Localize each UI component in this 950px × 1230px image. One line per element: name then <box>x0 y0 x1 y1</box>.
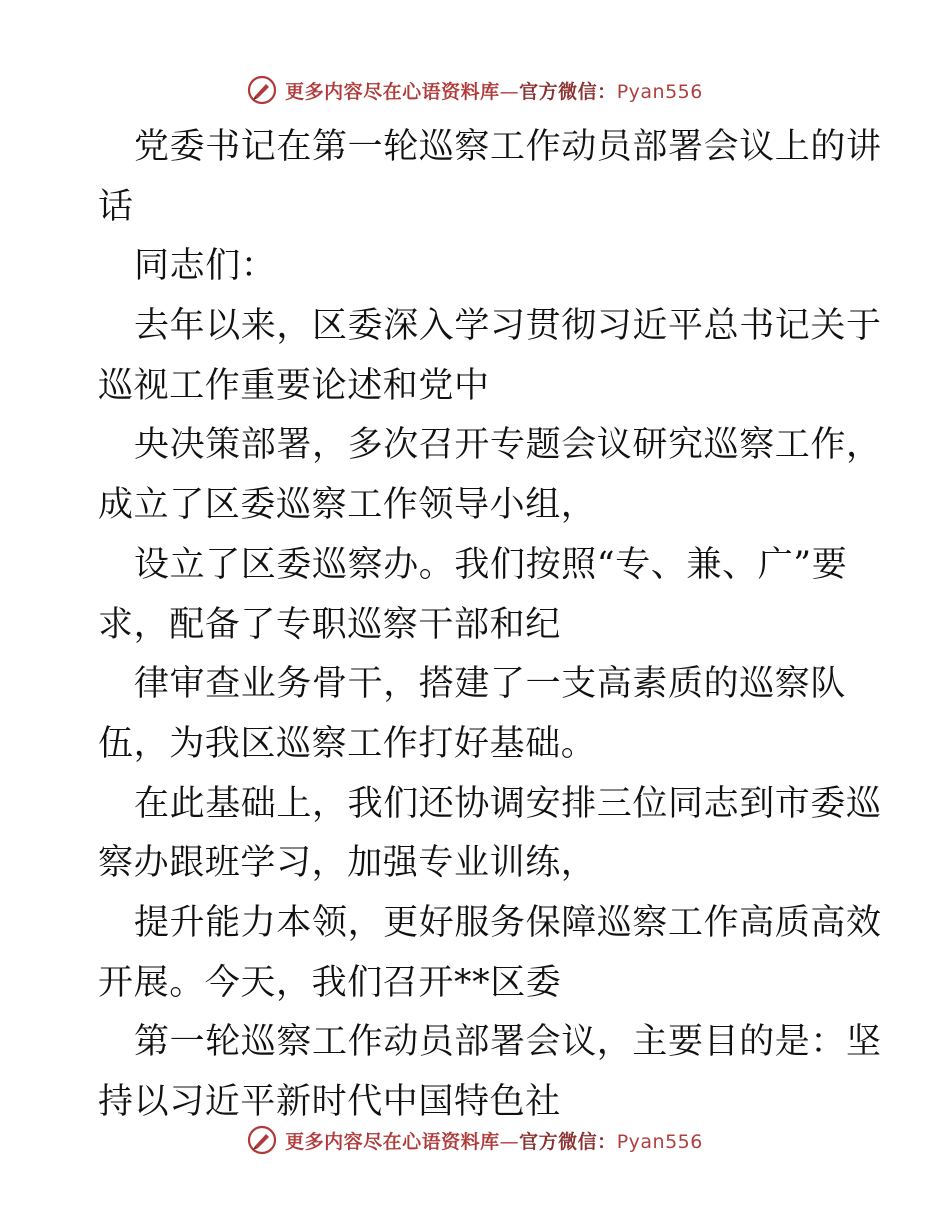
text-line: 设立了区委巡察办。我们按照“专、兼、广”要 <box>134 544 848 585</box>
text-line: 去年以来，区委深入学习贯彻习近平总书记关于 <box>134 306 882 347</box>
watermark-text <box>285 1127 703 1154</box>
watermark-label: 官方微信： <box>519 80 617 103</box>
watermark-account: Pyan556 <box>616 80 703 103</box>
watermark-prefix: 更多内容尽在心语资料库 <box>285 1130 500 1153</box>
text-line: 察办跟班学习，加强专业训练， <box>98 843 597 884</box>
watermark-dash: — <box>499 80 520 103</box>
text-line: 在此基础上，我们还协调安排三位同志到市委巡 <box>134 783 882 824</box>
document-body <box>98 118 882 1133</box>
pen-logo-icon <box>247 1125 277 1155</box>
text-line: 持以习近平新时代中国特色社 <box>98 1082 561 1122</box>
text-line: 同志们： <box>134 246 277 287</box>
text-line: 第一轮巡察工作动员部署会议，主要目的是：坚 <box>134 1022 882 1063</box>
footer-watermark <box>0 1120 950 1160</box>
text-line: 伍，为我区巡察工作打好基础。 <box>98 723 597 764</box>
watermark-prefix: 更多内容尽在心语资料库 <box>285 80 500 103</box>
pen-logo-icon <box>247 75 277 105</box>
header-watermark <box>0 70 950 110</box>
text-line: 央决策部署，多次召开专题会议研究巡察工作， <box>134 425 882 466</box>
text-line: 求，配备了专职巡察干部和纪 <box>98 604 561 645</box>
watermark-dash: — <box>499 1130 520 1153</box>
text-line: 巡视工作重要论述和党中 <box>98 365 490 406</box>
text-line: 开展。今天，我们召开**区委 <box>98 962 562 1003</box>
watermark-account: Pyan556 <box>616 1130 703 1153</box>
watermark-text <box>285 77 703 104</box>
text-line: 提升能力本领，更好服务保障巡察工作高质高效 <box>134 902 882 943</box>
text-line: 成立了区委巡察工作领导小组， <box>98 485 597 526</box>
text-line: 话 <box>98 186 134 227</box>
text-line: 律审查业务骨干，搭建了一支高素质的巡察队 <box>134 664 847 705</box>
text-line: 党委书记在第一轮巡察工作动员部署会议上的讲 <box>134 127 882 167</box>
watermark-label: 官方微信： <box>519 1130 617 1153</box>
